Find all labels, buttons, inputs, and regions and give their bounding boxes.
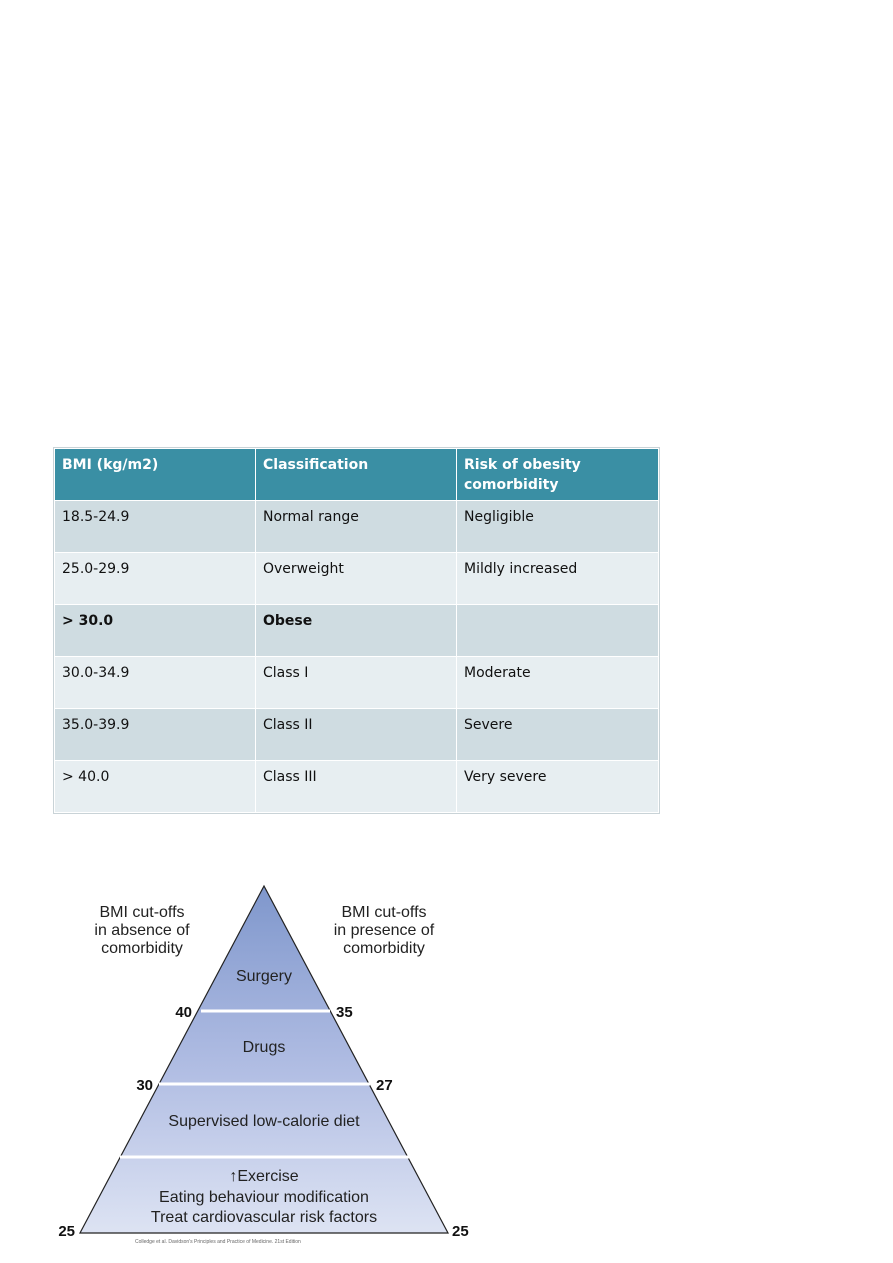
tier-surgery: Surgery <box>235 968 293 985</box>
cell-risk: Mildly increased <box>457 553 659 605</box>
cell-bmi: > 40.0 <box>55 761 256 813</box>
treatment-pyramid-diagram <box>40 880 500 1250</box>
left-heading-line: in absence of <box>94 922 190 939</box>
tier-drugs: Drugs <box>242 1039 286 1056</box>
right-heading-line: comorbidity <box>343 940 425 957</box>
cutoff-right: 27 <box>376 1077 393 1094</box>
table-row <box>55 709 659 761</box>
cell-risk: Very severe <box>457 761 659 813</box>
source-caption: Colledge et al. Davidson's Principles and Practice of Medicine. 21st Edition <box>135 1239 301 1245</box>
cell-bmi: 30.0-34.9 <box>55 657 256 709</box>
table-header-row <box>55 449 659 501</box>
cell-classification: Class II <box>256 709 457 761</box>
tier-base-line: Eating behaviour modification <box>159 1189 369 1206</box>
cutoff-left: 40 <box>175 1004 192 1021</box>
table-row <box>55 501 659 553</box>
table-row <box>55 657 659 709</box>
cell-risk: Negligible <box>457 501 659 553</box>
cell-risk: Severe <box>457 709 659 761</box>
cell-classification: Class I <box>256 657 457 709</box>
cutoff-right: 35 <box>336 1004 353 1021</box>
tier-base-line: Treat cardiovascular risk factors <box>150 1209 378 1226</box>
cell-bmi: 25.0-29.9 <box>55 553 256 605</box>
table-row <box>55 605 659 657</box>
table-row <box>55 761 659 813</box>
cell-classification: Overweight <box>256 553 457 605</box>
cell-risk <box>457 605 659 657</box>
header-bmi: BMI (kg/m2) <box>55 449 256 501</box>
cell-bmi: 18.5-24.9 <box>55 501 256 553</box>
cutoff-left: 25 <box>58 1223 75 1240</box>
cell-bmi: 35.0-39.9 <box>55 709 256 761</box>
right-heading-line: in presence of <box>333 922 435 939</box>
cell-bmi: > 30.0 <box>55 605 256 657</box>
right-heading-line: BMI cut-offs <box>341 904 427 921</box>
tier-base-line: ↑Exercise <box>229 1168 299 1185</box>
cell-classification: Class III <box>256 761 457 813</box>
header-risk: Risk of obesity comorbidity <box>457 449 659 501</box>
cell-classification: Obese <box>256 605 457 657</box>
left-heading-line: comorbidity <box>101 940 183 957</box>
tier-diet: Supervised low-calorie diet <box>168 1113 360 1130</box>
cutoff-left: 30 <box>136 1077 153 1094</box>
header-classification: Classification <box>256 449 457 501</box>
table-row <box>55 553 659 605</box>
bmi-classification-table <box>54 448 659 813</box>
left-heading-line: BMI cut-offs <box>99 904 185 921</box>
cutoff-right: 25 <box>452 1223 469 1240</box>
cell-classification: Normal range <box>256 501 457 553</box>
cell-risk: Moderate <box>457 657 659 709</box>
